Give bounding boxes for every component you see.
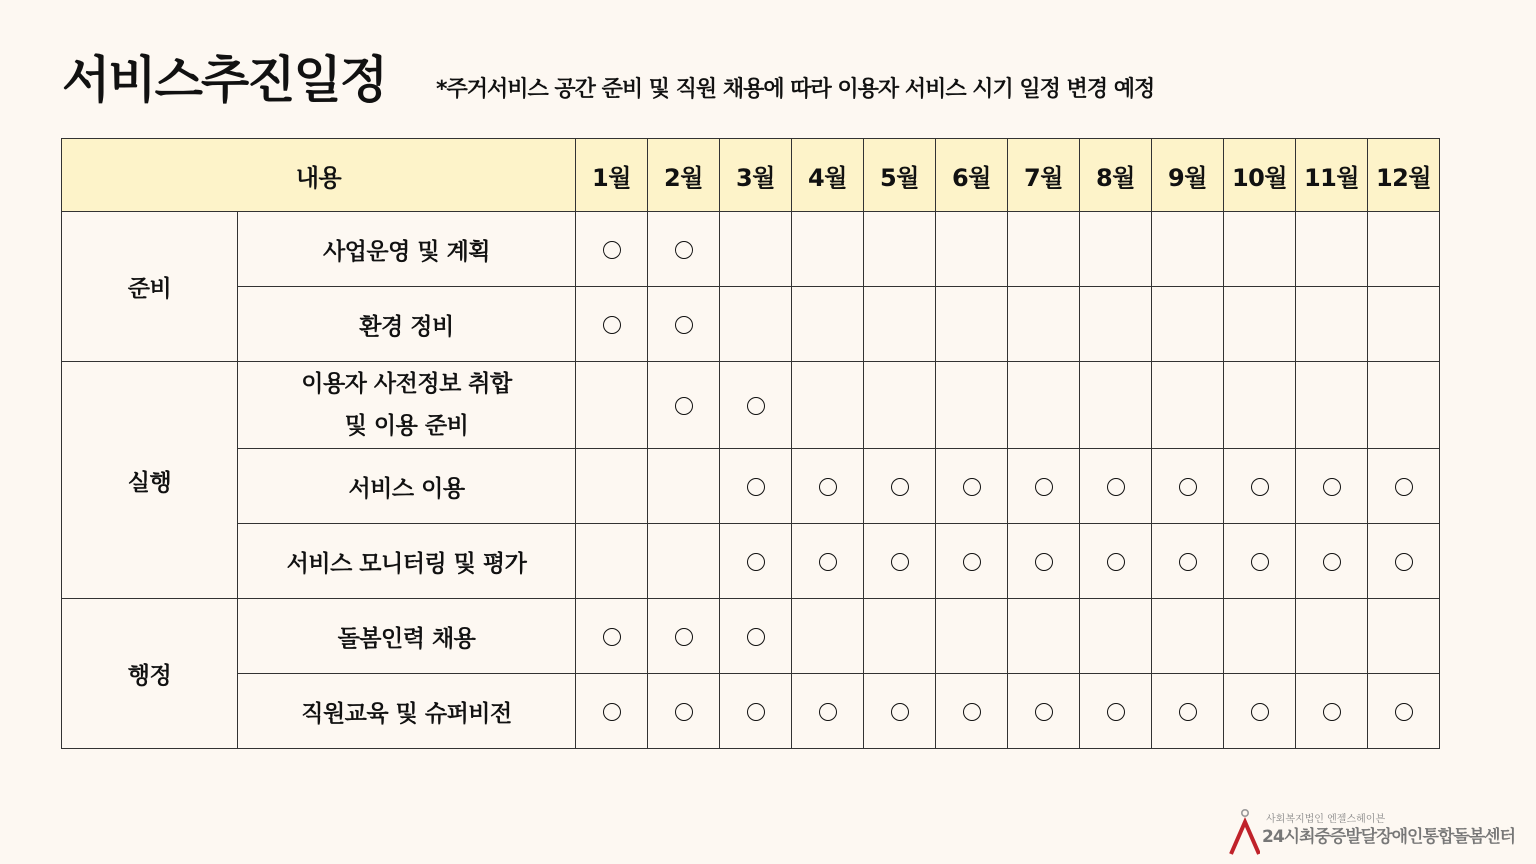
month-cell [576,674,648,749]
month-cell [648,362,720,449]
schedule-mark-icon [1035,553,1053,571]
schedule-table [61,138,1440,749]
month-cell [1224,362,1296,449]
page-title: 서비스추진일정 [62,51,387,109]
month-cell [1080,449,1152,524]
schedule-mark-icon [747,628,765,646]
month-cell [1080,599,1152,674]
month-cell [1008,524,1080,599]
schedule-mark-icon [675,628,693,646]
month-cell [1008,212,1080,287]
schedule-mark-icon [1179,703,1197,721]
schedule-mark-icon [1107,478,1125,496]
month-cell [648,674,720,749]
schedule-mark-icon [603,703,621,721]
table-row [62,599,1440,674]
schedule-mark-icon [747,478,765,496]
month-cell [1296,362,1368,449]
month-cell [648,599,720,674]
month-cell [1224,599,1296,674]
month-cell [1368,212,1440,287]
month-cell [576,449,648,524]
logo-subtitle: 사회복지법인 엔젤스헤이븐 [1266,814,1386,825]
header-month: 3월 [720,139,792,212]
task-label-line: 및 이용 준비 [344,413,469,439]
month-cell [1368,674,1440,749]
month-cell [1296,287,1368,362]
month-cell [648,212,720,287]
schedule-mark-icon [675,316,693,334]
month-cell [792,599,864,674]
schedule-note: *주거서비스 공간 준비 및 직원 채용에 따라 이용자 서비스 시기 일정 변경 예정 [436,77,1155,102]
month-cell [792,674,864,749]
table-row [62,212,1440,287]
month-cell [720,449,792,524]
header-month: 8월 [1080,139,1152,212]
schedule-mark-icon [963,703,981,721]
schedule-mark-icon [963,553,981,571]
table-row [62,524,1440,599]
schedule-mark-icon [1251,478,1269,496]
schedule-mark-icon [1395,553,1413,571]
header-month: 11월 [1296,139,1368,212]
schedule-mark-icon [675,241,693,259]
header-month: 2월 [648,139,720,212]
month-cell [1296,449,1368,524]
month-cell [576,362,648,449]
month-cell [1008,449,1080,524]
table-row [62,674,1440,749]
schedule-mark-icon [1035,703,1053,721]
header-month: 1월 [576,139,648,212]
month-cell [1368,449,1440,524]
month-cell [1152,599,1224,674]
month-cell [1080,287,1152,362]
task-cell: 서비스 모니터링 및 평가 [238,524,576,599]
task-cell: 직원교육 및 슈퍼비전 [238,674,576,749]
schedule-mark-icon [891,703,909,721]
month-cell [1224,524,1296,599]
month-cell [576,212,648,287]
month-cell [864,449,936,524]
month-cell [720,287,792,362]
header-month: 12월 [1368,139,1440,212]
month-cell [864,287,936,362]
category-cell: 실행 [62,362,238,599]
month-cell [1080,362,1152,449]
month-cell [864,362,936,449]
month-cell [576,599,648,674]
month-cell [1296,212,1368,287]
schedule-mark-icon [603,241,621,259]
task-cell: 환경 정비 [238,287,576,362]
month-cell [1152,362,1224,449]
month-cell [936,449,1008,524]
month-cell [648,287,720,362]
task-cell [238,362,576,449]
header-month: 5월 [864,139,936,212]
schedule-mark-icon [1323,553,1341,571]
header-month: 4월 [792,139,864,212]
month-cell [1368,287,1440,362]
month-cell [1008,599,1080,674]
month-cell [792,287,864,362]
month-cell [864,599,936,674]
month-cell [1152,674,1224,749]
month-cell [576,287,648,362]
month-cell [720,674,792,749]
schedule-mark-icon [675,703,693,721]
schedule-mark-icon [1179,553,1197,571]
month-cell [1224,449,1296,524]
schedule-mark-icon [747,397,765,415]
month-cell [936,362,1008,449]
month-cell [936,287,1008,362]
schedule-mark-icon [1179,478,1197,496]
month-cell [1080,212,1152,287]
schedule-mark-icon [1323,478,1341,496]
month-cell [1080,524,1152,599]
month-cell [864,212,936,287]
schedule-mark-icon [891,553,909,571]
schedule-mark-icon [819,703,837,721]
schedule-mark-icon [675,397,693,415]
month-cell [720,362,792,449]
schedule-mark-icon [1395,478,1413,496]
task-cell: 사업운영 및 계획 [238,212,576,287]
month-cell [576,524,648,599]
month-cell [720,212,792,287]
organization-logo [1228,806,1528,856]
header-content: 내용 [62,139,576,212]
schedule-mark-icon [1251,703,1269,721]
month-cell [936,674,1008,749]
task-label-line: 이용자 사전정보 취합 [301,371,512,397]
schedule-mark-icon [747,703,765,721]
schedule-mark-icon [1107,703,1125,721]
schedule-mark-icon [603,628,621,646]
month-cell [1008,362,1080,449]
month-cell [1224,674,1296,749]
month-cell [1080,674,1152,749]
month-cell [792,212,864,287]
schedule-mark-icon [819,478,837,496]
schedule-mark-icon [747,553,765,571]
task-cell: 돌봄인력 채용 [238,599,576,674]
month-cell [1152,212,1224,287]
month-cell [1368,362,1440,449]
header-month: 6월 [936,139,1008,212]
table-row [62,287,1440,362]
logo-mark-icon [1228,808,1260,856]
month-cell [864,524,936,599]
table-row [62,362,1440,449]
logo-name: 24시최중증발달장애인통합돌봄센터 [1262,827,1515,847]
month-cell [1008,287,1080,362]
month-cell [720,599,792,674]
month-cell [792,524,864,599]
schedule-mark-icon [1323,703,1341,721]
table-row [62,449,1440,524]
task-cell: 서비스 이용 [238,449,576,524]
schedule-mark-icon [891,478,909,496]
header-month: 7월 [1008,139,1080,212]
month-cell [936,212,1008,287]
month-cell [1296,674,1368,749]
month-cell [1152,449,1224,524]
month-cell [792,362,864,449]
schedule-mark-icon [1107,553,1125,571]
category-cell: 행정 [62,599,238,749]
month-cell [720,524,792,599]
month-cell [1296,524,1368,599]
category-cell: 준비 [62,212,238,362]
month-cell [936,524,1008,599]
header-month: 10월 [1224,139,1296,212]
month-cell [1152,287,1224,362]
month-cell [1224,287,1296,362]
month-cell [1224,212,1296,287]
month-cell [792,449,864,524]
month-cell [936,599,1008,674]
month-cell [1368,599,1440,674]
schedule-mark-icon [603,316,621,334]
schedule-mark-icon [1395,703,1413,721]
header-month: 9월 [1152,139,1224,212]
schedule-mark-icon [819,553,837,571]
month-cell [864,674,936,749]
month-cell [1008,674,1080,749]
month-cell [648,524,720,599]
month-cell [1152,524,1224,599]
month-cell [1368,524,1440,599]
schedule-mark-icon [1251,553,1269,571]
month-cell [1296,599,1368,674]
schedule-mark-icon [963,478,981,496]
schedule-mark-icon [1035,478,1053,496]
table-header-row [62,139,1440,212]
month-cell [648,449,720,524]
